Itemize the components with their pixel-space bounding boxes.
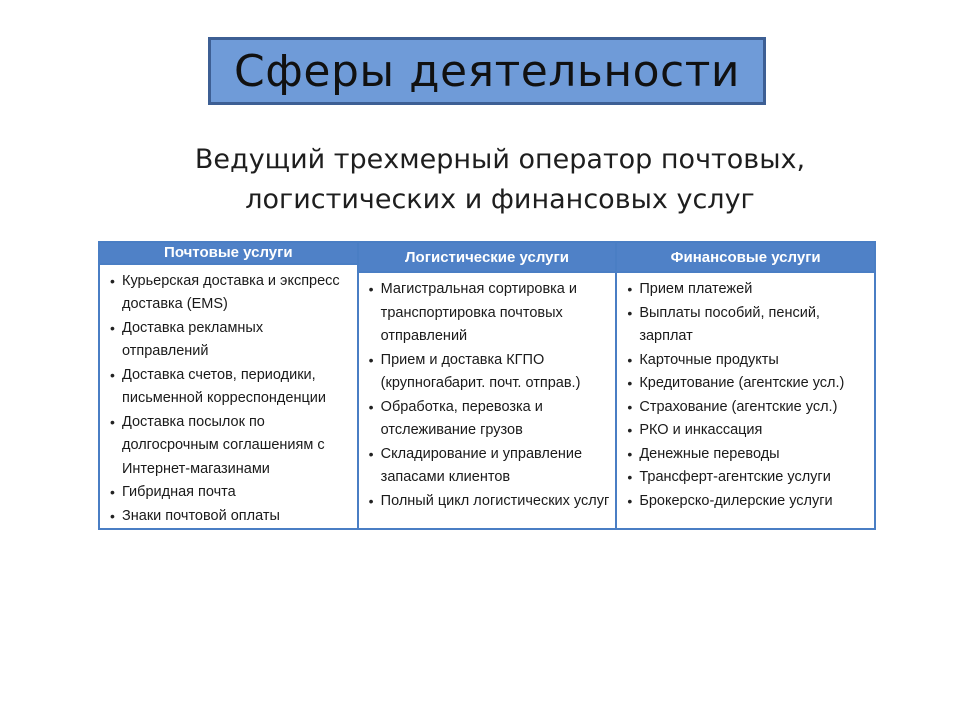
list-item: • Карточные продукты: [627, 349, 868, 373]
column-financial: [617, 243, 874, 528]
list-item: • Денежные переводы: [627, 443, 868, 467]
list-item: • Прием платежей: [627, 278, 868, 302]
list-item: • Доставка рекламных отправлений: [110, 317, 351, 364]
list-item: • Доставка счетов, периодики, письменной корреспонденции: [110, 364, 351, 411]
list-item: • Выплаты пособий, пенсий, зарплат: [627, 302, 868, 349]
list-item: • Складирование и управление запасами клиентов: [369, 443, 610, 490]
column-header-logistics: Логистические услуги: [359, 243, 616, 273]
page-title: Сферы деятельности: [234, 45, 740, 97]
postal-list: [100, 265, 357, 529]
list-item: • Гибридная почта: [110, 481, 351, 505]
services-table: [98, 241, 876, 530]
column-logistics: [359, 243, 618, 528]
list-item: • Кредитование (агентские усл.): [627, 372, 868, 396]
list-item: • Знаки почтовой оплаты: [110, 505, 351, 529]
column-header-financial: Финансовые услуги: [617, 243, 874, 273]
list-item: • Полный цикл логистических услуг: [369, 490, 610, 514]
list-item: • Брокерско-дилерские услуги: [627, 490, 868, 514]
column-header-postal: Почтовые услуги: [100, 243, 357, 265]
subtitle-line-1: Ведущий трехмерный оператор почтовых,: [194, 144, 806, 175]
logistics-list: [359, 273, 616, 513]
financial-list: [617, 273, 874, 513]
title-box: [208, 37, 766, 105]
list-item: • Обработка, перевозка и отслеживание грузов: [369, 396, 610, 443]
list-item: • Магистральная сортировка и транспортировка почтовых отправлений: [369, 278, 610, 349]
list-item: • Страхование (агентские усл.): [627, 396, 868, 420]
list-item: • Курьерская доставка и экспресс доставка (EMS): [110, 270, 351, 317]
column-postal: [100, 243, 359, 528]
list-item: • РКО и инкассация: [627, 419, 868, 443]
list-item: • Доставка посылок по долгосрочным соглашениям с Интернет-магазинами: [110, 411, 351, 482]
subtitle-line-2: логистических и финансовых услуг: [245, 184, 755, 215]
list-item: • Прием и доставка КГПО (крупногабарит. почт. отправ.): [369, 349, 610, 396]
list-item: • Трансферт-агентские услуги: [627, 466, 868, 490]
subtitle: [120, 140, 880, 220]
